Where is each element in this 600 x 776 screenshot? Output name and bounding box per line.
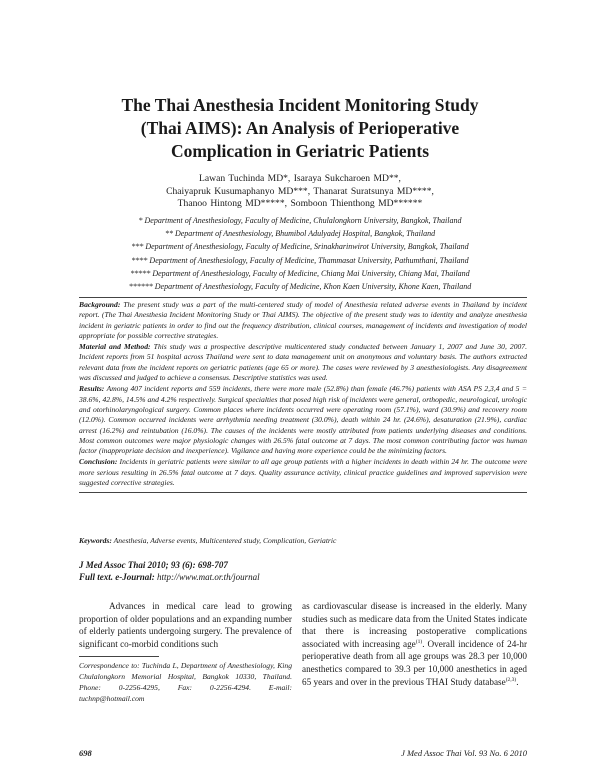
left-column — [79, 600, 292, 705]
reference-marker: (1) — [415, 638, 423, 645]
fulltext-label: Full text. e-Journal: — [79, 571, 155, 582]
keywords-text: Anesthesia, Adverse events, Multicentered study, Complication, Geriatric — [111, 536, 337, 545]
affiliation-list — [60, 214, 540, 293]
abstract-conclusion — [79, 457, 527, 488]
title-line: The Thai Anesthesia Incident Monitoring Study — [121, 95, 479, 115]
page-number: 698 — [79, 748, 92, 758]
results-text: Among 407 incident reports and 559 incidents, there were more male (52.8%) than female (46.7%) patients with ASA PS 2,3,4 and 5 = 38.6%, 42.8%, 14.5% and 4.2% respectively. Surgical specialties that posed high risk of incidents were general, orthopedic, neurological, urologic and otorhinolaryngological surgery. Common places where incidents occurred were operating room (57.1%), ward (30.9%) and recovery room (12.0%). Common occurred incidents were arrhythmia needing treatment (30.0%), death within 24 hr. (24.6%), desaturation (21.9%), cardiac arrest (16.2%) and reintubation (16.0%). The causes of the incidents were mostly attributed from patients underlying diseases and conditions. Most common outcomes were major physiologic changes with 26.5% fatal outcome at 7 days. The most common contributing factor was human factor (inappropriate decision and inexperience). Vigilance and having more experience could be the minimizing factors. — [79, 384, 527, 456]
keywords — [79, 536, 527, 546]
intro-continued — [302, 600, 527, 688]
body-text-part: . — [516, 676, 519, 687]
affiliation: ** Department of Anesthesiology, Bhumibol Adulyadej Hospital, Bangkok, Thailand — [164, 229, 436, 239]
reference-marker: (2,3) — [505, 676, 517, 683]
fulltext-link[interactable]: http://www.mat.or.th/journal — [154, 571, 260, 582]
author-line: Thanoo Hintong MD*****, Somboon Thienthong MD****** — [177, 198, 423, 210]
running-footer: J Med Assoc Thai Vol. 93 No. 6 2010 — [401, 748, 527, 758]
affiliation: ***** Department of Anesthesiology, Faculty of Medicine, Chiang Mai University, Chiang Mai, Thailand — [130, 268, 470, 278]
journal-info — [79, 560, 527, 583]
fulltext-line — [79, 572, 527, 584]
abstract-results — [79, 384, 527, 456]
abstract-background — [79, 300, 527, 341]
journal-citation — [79, 560, 527, 572]
abstract-method — [79, 342, 527, 383]
method-text: This study was a prospective descriptive multicentered study conducted between January 1, 2007 and June 30, 2007. Incident reports from 51 hospital across Thailand were sent to data management unit on anonymous and voluntary basis. The authors extracted relevant data from the incident reports on geriatric patients (age 65 or more). The cases were reviewed by 3 anesthesiologists. Any disagreement was discussed and judged to achieve a consensus. Descriptive statistics was used. — [79, 342, 527, 383]
correspondence-note: Correspondence to: Tuchinda L, Department of Anesthesiology, King Chulalongkorn Memorial Hospital, Bangkok 10330, Thailand. Phone: 0-2256-4295, Fax: 0-2256-4294. E-mail: tuchnp@hotmail.com — [79, 661, 292, 703]
affiliation: *** Department of Anesthesiology, Faculty of Medicine, Srinakharinwirot University, Bangkok, Thailand — [131, 242, 469, 252]
author-list — [60, 173, 540, 211]
footnote-divider — [79, 656, 159, 657]
title-line: (Thai AIMS): An Analysis of Perioperative — [140, 118, 460, 138]
affiliation: * Department of Anesthesiology, Faculty of Medicine, Chulalongkorn University, Bangkok, Thailand — [138, 216, 462, 225]
method-label: Material and Method: — [79, 342, 151, 352]
background-text: The present study was a part of the multi-centered study of model of Anesthesia related adverse events in Thailand by incident report. (The Thai Anesthesia Incident Monitoring Study or Thai AIMS). The objective of the present study was to identity and analyze anesthesia incident in geriatric patients in order to find out the frequency distribution, clinical courses, management of incidents and investigation of model appropriate for possible corrective strategies. — [79, 300, 527, 340]
affiliation: **** Department of Anesthesiology, Faculty of Medicine, Thammasat University, Pathumthani, Thailand — [131, 255, 469, 265]
citation-text: J Med Assoc Thai 2010; 93 (6): 698-707 — [79, 560, 228, 570]
conclusion-text: Incidents in geriatric patients were similar to all age group patients with a higher incidents in death within 24 hr. The outcome were more serious resulting in 26.5% fatal outcome at 7 days. Quality assurance activity, clinical practice guidelines and improved supervision were suggested corrective strategies. — [79, 457, 527, 488]
results-label: Results: — [79, 384, 105, 394]
right-column — [302, 600, 527, 688]
affiliation: ****** Department of Anesthesiology, Faculty of Medicine, Khon Kaen University, Khone Kaen, Thailand — [128, 282, 472, 292]
author-line: Chaiyapruk Kusumaphanyo MD***, Thanarat Suratsunya MD****, — [166, 185, 434, 197]
article-title — [60, 94, 540, 163]
author-line: Lawan Tuchinda MD*, Isaraya Sukcharoen MD**, — [199, 173, 401, 184]
body-text-part: as cardiovascular disease is increased in the elderly. Many studies such as medicare data from the United States indicate that there is increasing postoperative complications associated with increasing age — [302, 601, 527, 649]
conclusion-label: Conclusion: — [79, 457, 118, 467]
body-text-part: . Overall incidence of 24-hr perioperative death from all age groups was 28.3 per 10,000 anesthetics compared to 39.3 per 10,000 anesthetics in aged 65 years and over in the previous THAI Study database — [302, 638, 527, 687]
intro-paragraph: Advances in medical care lead to growing proportion of older populations and an expanding number of elderly patients undergoing surgery. The prevalence of significant co-morbid conditions such — [79, 601, 292, 649]
abstract — [79, 297, 527, 493]
title-line: Complication in Geriatric Patients — [170, 141, 430, 161]
background-label: Background: — [79, 300, 121, 309]
keywords-label: Keywords: — [79, 536, 112, 545]
